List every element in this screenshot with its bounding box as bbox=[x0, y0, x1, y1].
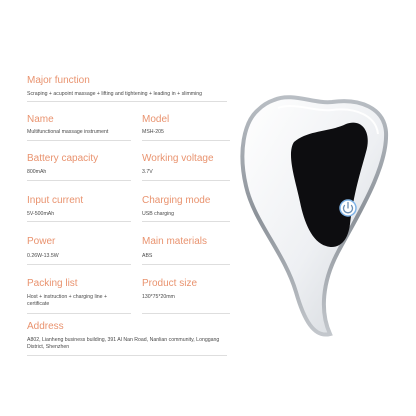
working-voltage-label: Working voltage bbox=[142, 153, 214, 164]
packing-list-value: Host + instruction + charging line + certificate bbox=[27, 294, 108, 307]
input-current-label: Input current bbox=[27, 195, 84, 206]
charging-mode-value: USB charging bbox=[142, 211, 175, 217]
divider bbox=[27, 101, 227, 102]
battery-capacity-label: Battery capacity bbox=[27, 153, 99, 164]
divider bbox=[142, 221, 230, 222]
product-size-label: Product size bbox=[142, 278, 198, 289]
major-function-label: Major function bbox=[27, 75, 90, 86]
power-value: 0.26W-13.5W bbox=[27, 253, 59, 259]
input-current-value: 5V-500mAh bbox=[27, 211, 55, 217]
packing-list-label: Packing list bbox=[27, 278, 78, 289]
power-icon[interactable] bbox=[340, 200, 356, 216]
name-label: Name bbox=[27, 114, 54, 125]
address-label: Address bbox=[27, 321, 64, 332]
divider bbox=[27, 140, 131, 141]
model-value: MSH-205 bbox=[142, 129, 164, 135]
main-materials-value: ABS bbox=[142, 253, 153, 259]
divider bbox=[142, 313, 230, 314]
charging-mode-label: Charging mode bbox=[142, 195, 211, 206]
divider bbox=[27, 180, 131, 181]
power-label: Power bbox=[27, 236, 56, 247]
major-function-value: Scraping + acupoint massage + lifting and tightening + leading in + slimming bbox=[27, 91, 203, 97]
product-size-value: 130*75*20mm bbox=[142, 294, 175, 300]
divider bbox=[142, 264, 230, 265]
battery-capacity-value: 800mAh bbox=[27, 169, 47, 175]
working-voltage-value: 3.7V bbox=[142, 169, 153, 175]
divider bbox=[27, 221, 131, 222]
name-value: Multifunctional massage instrument bbox=[27, 129, 109, 135]
divider bbox=[27, 313, 131, 314]
gua-sha-massager-image bbox=[234, 92, 394, 342]
address-value: A802, Lianheng business building, 391 Al Nan Road, Nanlian community, Longgang District, Shenzhen bbox=[27, 337, 220, 350]
main-materials-label: Main materials bbox=[142, 236, 208, 247]
divider bbox=[142, 180, 230, 181]
divider bbox=[142, 140, 230, 141]
divider bbox=[27, 264, 131, 265]
divider bbox=[27, 355, 227, 356]
model-label: Model bbox=[142, 114, 170, 125]
